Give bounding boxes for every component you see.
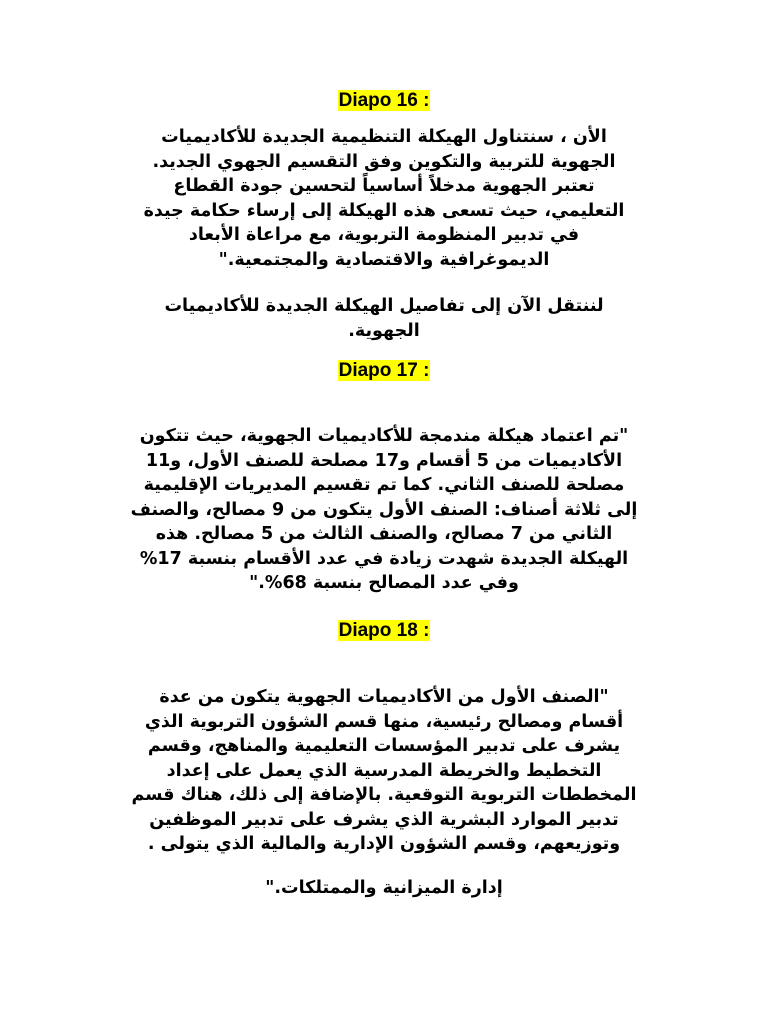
text-line: التعليمي، حيث تسعى هذه الهيكلة إلى إرساء حكامة جيدة [143,200,625,221]
slide-heading-18-text: Diapo 18 : [338,620,430,641]
text-line: المخططات التربوية التوقعية. بالإضافة إلى ذلك، هناك قسم [131,785,637,805]
text-line: الثاني من 7 مصالح، والصنف الثالث من 5 مصالح. هذه [155,524,613,544]
text-line: الأكاديميات من 5 أقسام و17 مصلحة للصنف الأول، و11 [145,450,623,471]
text-line: مصلحة للصنف الثاني. كما تم تقسيم المديريات الإقليمية [143,475,625,495]
slide-18-paragraph-2 [82,876,686,901]
slide-16-paragraph-2 [90,294,678,343]
slide-heading-16 [0,88,768,114]
text-line: وتوزيعهم، وقسم الشؤون الإدارية والمالية الذي يتولى . [147,834,621,854]
text-line: الأن ، سنتناول الهيكلة التنظيمية الجديدة للأكاديميات [161,127,607,147]
text-line: "تم اعتماد هيكلة مندمجة للأكاديميات الجهوية، حيث تتكون [139,426,629,446]
slide-heading-18 [0,618,768,644]
text-line: التخطيط والخريطة المدرسية الذي يعمل على إعداد [166,760,602,781]
slide-17-paragraph-1 [82,424,686,596]
text-line: تدبير الموارد البشرية الذي يشرف على تدبير الموظفين [149,809,619,830]
slide-18-paragraph-1 [82,685,686,857]
text-line: لننتقل الآن إلى تفاصيل الهيكلة الجديدة للأكاديميات [164,296,604,316]
text-line: تعتبر الجهوية مدخلاً أساسياً لتحسين جودة القطاع [173,176,595,196]
text-line: أقسام ومصالح رئيسية، منها قسم الشؤون التربوية الذي [144,711,624,732]
text-line: وفي عدد المصالح بنسبة 68%." [249,573,519,593]
text-line: الجهوية. [348,320,420,341]
slide-heading-16-text: Diapo 16 : [338,90,430,111]
text-line: "الصنف الأول من الأكاديميات الجهوية يتكون من عدة [159,687,609,707]
text-line: في تدبير المنظومة التربوية، مع مراعاة الأبعاد [188,225,580,245]
slide-16-paragraph-1 [90,125,678,272]
slide-heading-17-text: Diapo 17 : [338,360,430,381]
text-line: يشرف على تدبير المؤسسات التعليمية والمناهج، وقسم [147,736,621,756]
text-line: إدارة الميزانية والممتلكات." [265,878,503,898]
text-line: الهيكلة الجديدة شهدت زيادة في عدد الأقسام بنسبة 17% [139,548,629,569]
text-line: الديموغرافية والاقتصادية والمجتمعية." [218,249,550,270]
slide-heading-17 [0,358,768,384]
text-line: الجهوية للتربية والتكوين وفق التقسيم الجهوي الجديد. [152,151,616,172]
text-line: إلى ثلاثة أصناف: الصنف الأول يتكون من 9 مصالح، والصنف [130,499,638,520]
